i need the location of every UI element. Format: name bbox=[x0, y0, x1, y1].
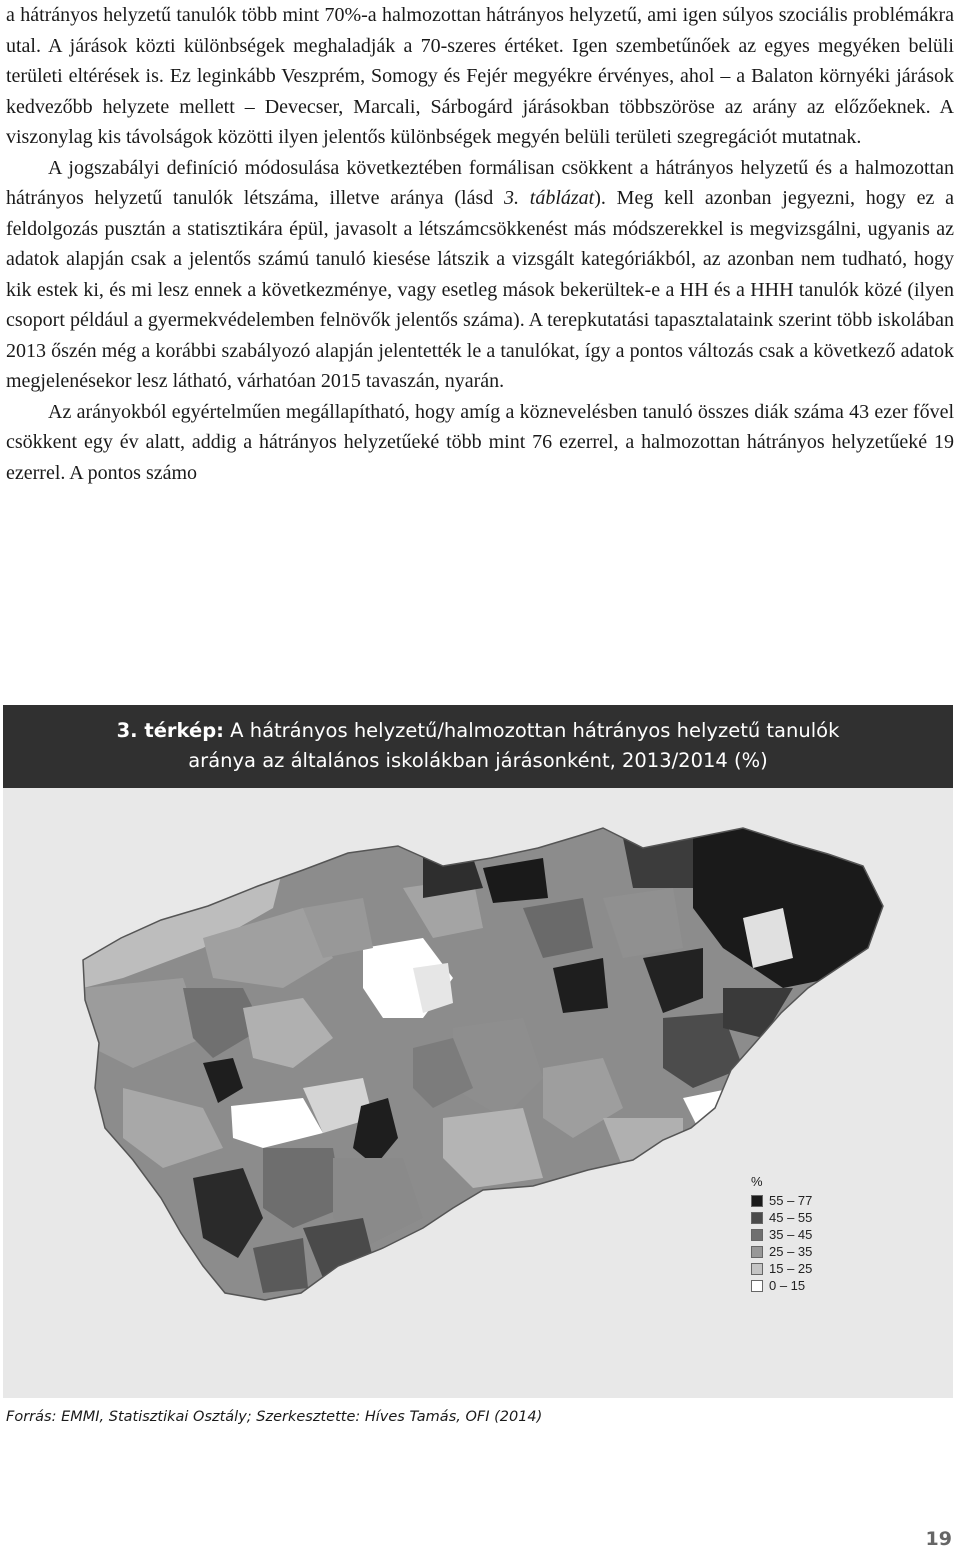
legend-label: 35 – 45 bbox=[769, 1227, 813, 1242]
map-legend bbox=[751, 1171, 831, 1295]
legend-title: % bbox=[751, 1174, 763, 1189]
map-title-label: 3. térkép: bbox=[116, 719, 224, 742]
legend-item bbox=[751, 1210, 831, 1226]
paragraph-3-text: Az arányokból egyértelműen megállapítható, hogy amíg a köznevelésben tanuló összes diák száma 43 ezer fővel csökkent egy év alatt, addig a hátrányos helyzetűeké több mint 76 ezerrel, a halmozottan hátrányos helyzetűeké 19 ezerrel. A pontos számo bbox=[6, 400, 954, 484]
choropleth-map bbox=[3, 788, 953, 1398]
legend-item bbox=[751, 1227, 831, 1243]
legend-swatch bbox=[751, 1246, 763, 1258]
legend-label: 55 – 77 bbox=[769, 1193, 813, 1208]
legend-item bbox=[751, 1261, 831, 1277]
map-title-line1: A hátrányos helyzetű/halmozottan hátrányos helyzetű tanulók bbox=[223, 719, 840, 742]
legend-label: 45 – 55 bbox=[769, 1210, 813, 1225]
paragraph-2 bbox=[6, 153, 954, 397]
map-panel bbox=[3, 705, 953, 1398]
body-text bbox=[6, 0, 954, 488]
paragraph-2-text-a: A jogszabályi definíció módosulása következtében formálisan csökkent a hátrányos helyzetű és a halmozottan hátrányos helyzetű tanulók létszáma, illetve aránya (lásd bbox=[6, 156, 954, 209]
paragraph-3 bbox=[6, 397, 954, 489]
page-number: 19 bbox=[925, 1528, 952, 1550]
legend-swatch bbox=[751, 1195, 763, 1207]
legend-swatch bbox=[751, 1229, 763, 1241]
table-reference: 3. táblázat bbox=[504, 187, 595, 209]
legend-label: 25 – 35 bbox=[769, 1244, 813, 1259]
legend-swatch bbox=[751, 1263, 763, 1275]
legend-label: 15 – 25 bbox=[769, 1261, 813, 1276]
legend-item bbox=[751, 1244, 831, 1260]
map-title bbox=[3, 705, 953, 788]
legend-item bbox=[751, 1193, 831, 1209]
map-title-line2: aránya az általános iskolákban járásonként, 2013/2014 (%) bbox=[188, 749, 768, 772]
paragraph-1 bbox=[6, 0, 954, 153]
legend-items bbox=[751, 1193, 831, 1294]
legend-item bbox=[751, 1278, 831, 1294]
paragraph-1-text: a hátrányos helyzetű tanulók több mint 70%-a halmozottan hátrányos helyzetű, ami igen súlyos szociális problémákra utal. A járások közti különbségek meghaladják a 70-szeres értéket. Igen szembetűnőek az egyes megyéken belüli területi eltérések is. Ez leginkább Veszprém, Somogy és Fejér megyékre érvényes, ahol – a Balaton környéki járások kedvezőbb helyzete mellett – Devecser, Marcali, Sárbogárd járásokban többszöröse az arány az előzőeknek. A viszonylag kis távolságok közötti ilyen jelentős különbségek megyén belüli területi szegregációt mutatnak. bbox=[6, 4, 954, 148]
legend-swatch bbox=[751, 1280, 763, 1292]
paragraph-2-text-b: ). Meg kell azonban jegyezni, hogy ez a feldolgozás pusztán a statisztikára épül, javasolt a létszámcsökkenést más módszerekkel is megvizsgálni, ugyanis az adatok alapján csak a jelentős számú tanuló kiesése látszik a vizsgált kategóriákból, az azonban nem tudható, hogy kik estek ki, és mi lesz ennek a következménye, vagy esetleg mások bekerültek-e a HH és a HHH tanulók közé (ilyen csoport például a gyermekvédelemben felnövők jelentős száma). A terepkutatási tapasztalataink szerint több iskolában 2013 őszén még a korábbi szabályozó alapján jelentették le a tanulókat, így a pontos változás csak a következő adatok megjelenésekor lesz látható, várhatóan 2015 tavaszán, nyarán. bbox=[6, 187, 954, 392]
legend-swatch bbox=[751, 1212, 763, 1224]
source-note: Forrás: EMMI, Statisztikai Osztály; Szerkesztette: Híves Tamás, OFI (2014) bbox=[6, 1409, 543, 1425]
legend-label: 0 – 15 bbox=[769, 1278, 806, 1293]
